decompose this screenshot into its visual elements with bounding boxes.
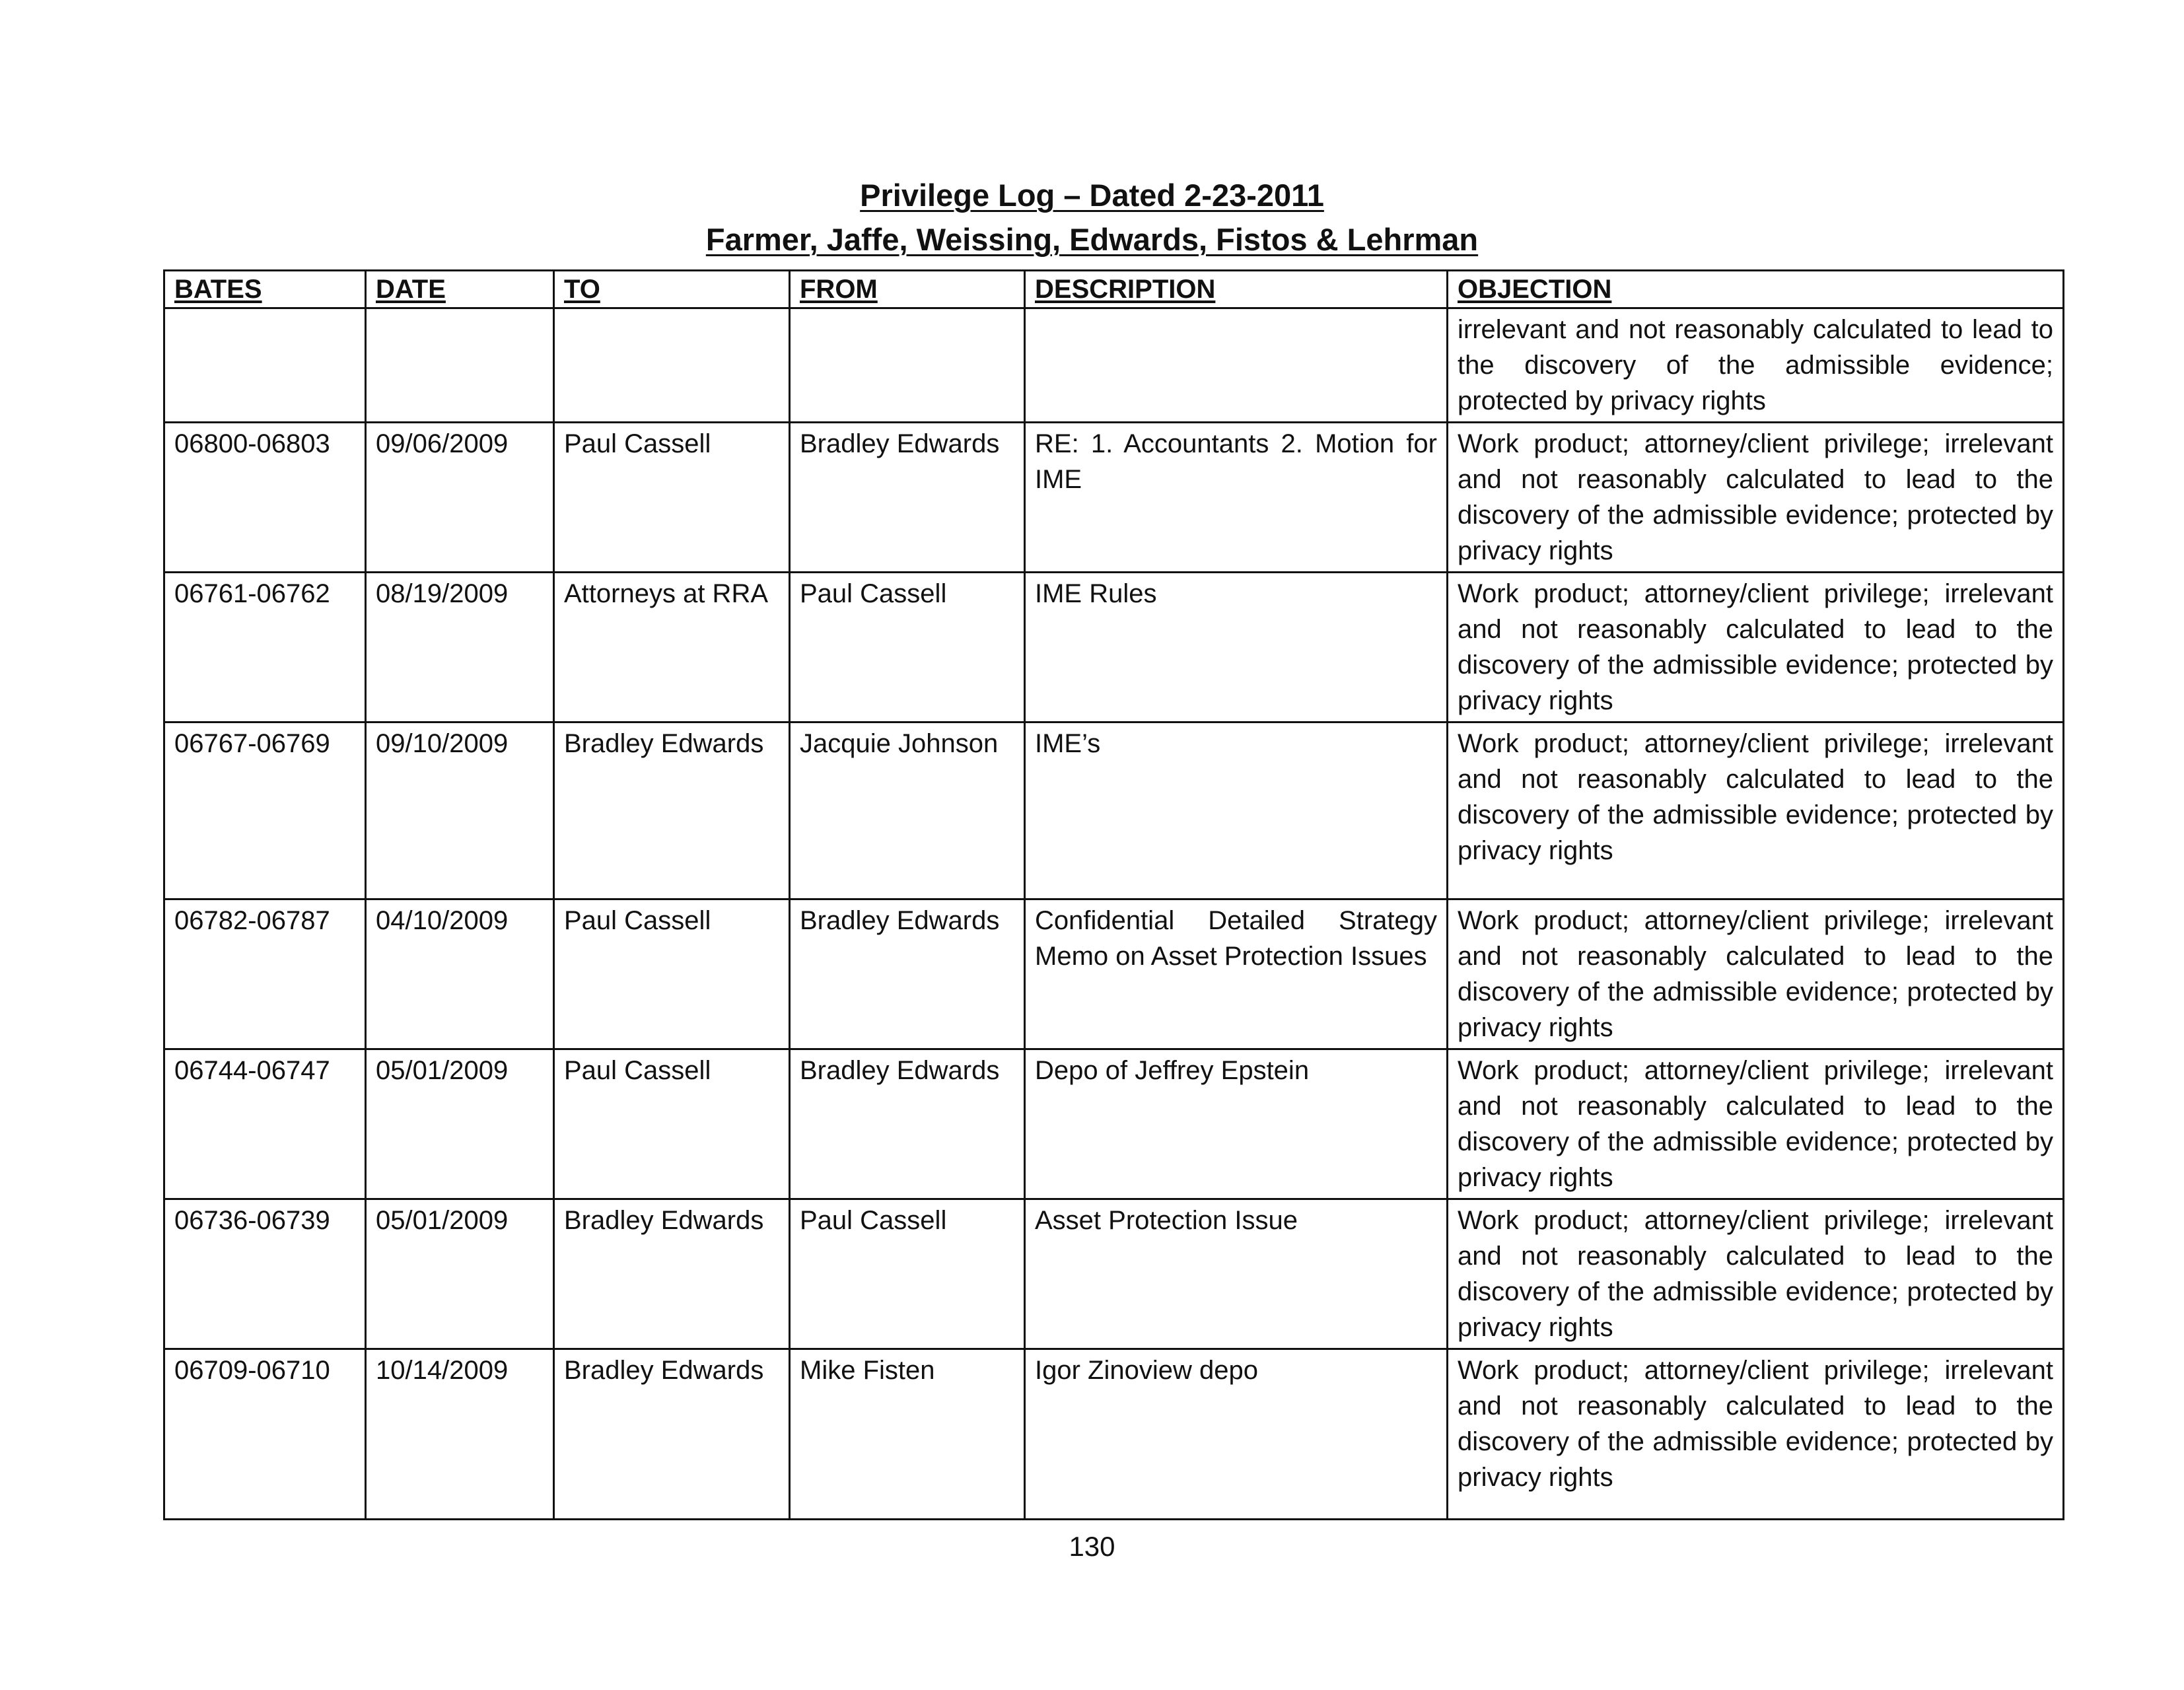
cell-bates: 06736-06739: [164, 1199, 366, 1349]
cell-date: 05/01/2009: [366, 1199, 554, 1349]
cell-bates: 06709-06710: [164, 1349, 366, 1520]
cell-date: 10/14/2009: [366, 1349, 554, 1520]
cell-objection: Work product; attorney/client privilege; irrelevant and not reasonably calculated to lead to the discovery of the admissible evidence; protected by privacy rights: [1448, 423, 2064, 573]
table-row: [164, 899, 2064, 1049]
cell-from: Bradley Edwards: [790, 899, 1025, 1049]
cell-objection: irrelevant and not reasonably calculated to lead to the discovery of the admissible evidence; protected by privacy rights: [1448, 308, 2064, 423]
cell-date: [366, 308, 554, 423]
header-to: TO: [554, 271, 790, 308]
cell-date: 08/19/2009: [366, 573, 554, 722]
page-number: 130: [1069, 1531, 1115, 1562]
cell-date: 09/06/2009: [366, 423, 554, 573]
cell-description: RE: 1. Accountants 2. Motion for IME: [1025, 423, 1448, 573]
cell-to: Bradley Edwards: [554, 722, 790, 899]
header-date: DATE: [366, 271, 554, 308]
firm-name-title: Farmer, Jaffe, Weissing, Edwards, Fistos & Lehrman: [705, 222, 1479, 257]
cell-to: Attorneys at RRA: [554, 573, 790, 722]
cell-to: Paul Cassell: [554, 423, 790, 573]
cell-date: 04/10/2009: [366, 899, 554, 1049]
table-row: [164, 1349, 2064, 1520]
cell-from: Bradley Edwards: [790, 1049, 1025, 1199]
cell-objection: Work product; attorney/client privilege; irrelevant and not reasonably calculated to lead to the discovery of the admissible evidence; protected by privacy rights: [1448, 899, 2064, 1049]
header-row: [164, 271, 2064, 308]
cell-objection: Work product; attorney/client privilege; irrelevant and not reasonably calculated to lead to the discovery of the admissible evidence; protected by privacy rights: [1448, 1049, 2064, 1199]
cell-to: Bradley Edwards: [554, 1349, 790, 1520]
cell-description: Asset Protection Issue: [1025, 1199, 1448, 1349]
cell-to: Paul Cassell: [554, 1049, 790, 1199]
cell-from: Paul Cassell: [790, 573, 1025, 722]
header-objection: OBJECTION: [1448, 271, 2064, 308]
cell-from: [790, 308, 1025, 423]
table-row: [164, 573, 2064, 722]
cell-bates: 06744-06747: [164, 1049, 366, 1199]
table-row: [164, 1049, 2064, 1199]
table-row: [164, 1199, 2064, 1349]
cell-date: 09/10/2009: [366, 722, 554, 899]
cell-description: Confidential Detailed Strategy Memo on Asset Protection Issues: [1025, 899, 1448, 1049]
cell-bates: [164, 308, 366, 423]
table-row: [164, 722, 2064, 899]
cell-to: Bradley Edwards: [554, 1199, 790, 1349]
table-row: [164, 423, 2064, 573]
cell-description: Depo of Jeffrey Epstein: [1025, 1049, 1448, 1199]
continuation-row: [164, 308, 2064, 423]
cell-bates: 06800-06803: [164, 423, 366, 573]
cell-objection: Work product; attorney/client privilege; irrelevant and not reasonably calculated to lead to the discovery of the admissible evidence; protected by privacy rights: [1448, 1349, 2064, 1520]
cell-description: IME Rules: [1025, 573, 1448, 722]
privilege-log-table: [163, 269, 2064, 1520]
cell-bates: 06782-06787: [164, 899, 366, 1049]
cell-from: Jacquie Johnson: [790, 722, 1025, 899]
cell-description: Igor Zinoview depo: [1025, 1349, 1448, 1520]
cell-objection: Work product; attorney/client privilege; irrelevant and not reasonably calculated to lead to the discovery of the admissible evidence; protected by privacy rights: [1448, 722, 2064, 899]
header-from: FROM: [790, 271, 1025, 308]
cell-date: 05/01/2009: [366, 1049, 554, 1199]
cell-from: Paul Cassell: [790, 1199, 1025, 1349]
cell-to: [554, 308, 790, 423]
cell-bates: 06767-06769: [164, 722, 366, 899]
cell-objection: Work product; attorney/client privilege; irrelevant and not reasonably calculated to lead to the discovery of the admissible evidence; protected by privacy rights: [1448, 1199, 2064, 1349]
cell-description: IME’s: [1025, 722, 1448, 899]
cell-bates: 06761-06762: [164, 573, 366, 722]
document-title: Privilege Log – Dated 2-23-2011: [860, 178, 1324, 213]
cell-from: Mike Fisten: [790, 1349, 1025, 1520]
cell-description: [1025, 308, 1448, 423]
header-description: DESCRIPTION: [1025, 271, 1448, 308]
cell-objection: Work product; attorney/client privilege; irrelevant and not reasonably calculated to lead to the discovery of the admissible evidence; protected by privacy rights: [1448, 573, 2064, 722]
cell-to: Paul Cassell: [554, 899, 790, 1049]
header-bates: BATES: [164, 271, 366, 308]
cell-from: Bradley Edwards: [790, 423, 1025, 573]
